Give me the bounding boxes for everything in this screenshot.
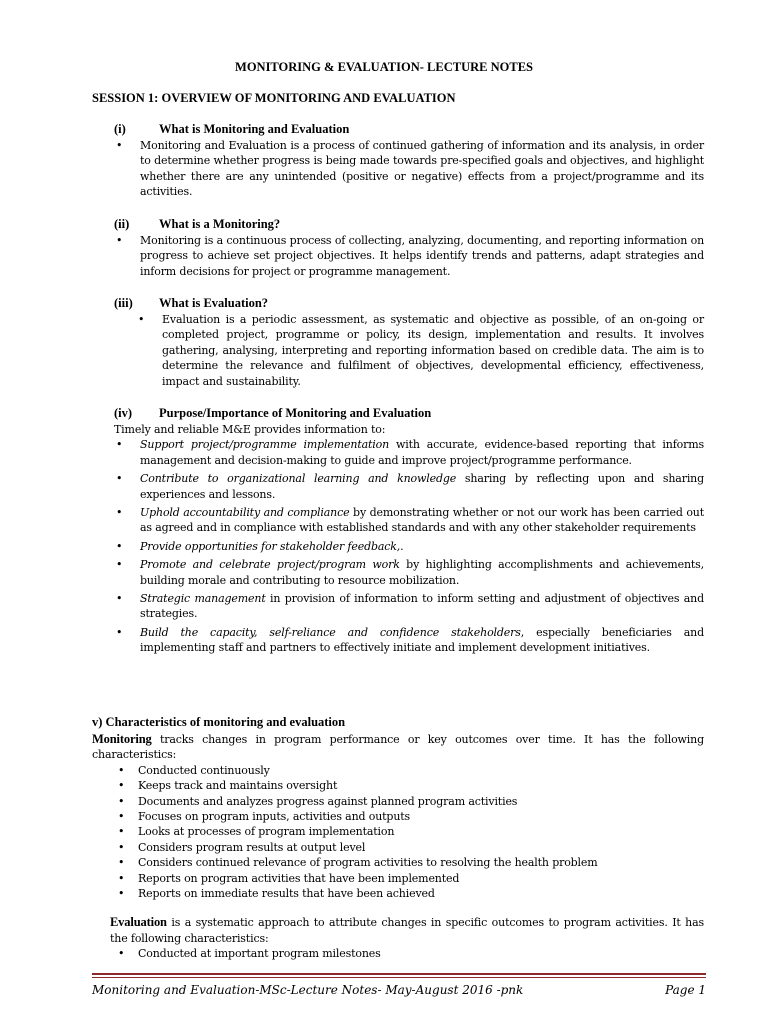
monitoring-term: Monitoring [92, 732, 152, 746]
list-item: • Looks at processes of program implementation [92, 824, 704, 839]
purpose-list [114, 437, 704, 655]
section-heading-text: What is Monitoring and Evaluation [159, 122, 350, 136]
list-item [114, 557, 704, 588]
section-what-is-me [114, 121, 704, 200]
monitoring-characteristics-list [92, 763, 704, 902]
section-number: (iii) [114, 296, 133, 310]
list-item-text: by highlighting accomplishments and achievements, building morale and contributing to resource mobilization. [140, 558, 704, 587]
evaluation-characteristics-list [92, 946, 704, 961]
list-item-emphasis: Promote and celebrate project/program work [140, 558, 400, 572]
list-item: • Evaluation is a periodic assessment, as systematic and objective as possible, of an on-going or completed project, programme or policy, its design, implementation and results. It involves gathering, analysing, interpreting and reporting information based on credible data. The aim is to determine the relevance and fulfilment of objectives, developmental efficiency, effectiveness, impact and sustainability. [136, 312, 704, 389]
list-item [114, 539, 704, 554]
list-item-emphasis: Provide opportunities for stakeholder feedback, [140, 539, 401, 553]
section-heading-text: What is a Monitoring? [159, 217, 281, 231]
list-item [114, 591, 704, 622]
evaluation-term: Evaluation [110, 915, 167, 930]
evaluation-intro [92, 915, 704, 946]
section-heading [114, 405, 704, 422]
list-item-emphasis: Uphold accountability and compliance [140, 506, 350, 520]
bullet-list [114, 138, 704, 200]
page-footer [92, 983, 706, 997]
list-item: • Considers program results at output level [92, 840, 704, 855]
list-item [114, 437, 704, 468]
list-item-emphasis: Contribute to organizational learning and knowledge [140, 472, 457, 486]
section-what-is-evaluation [114, 295, 704, 389]
list-item: • Reports on immediate results that have been achieved [92, 886, 704, 901]
list-item-text: . [400, 539, 404, 553]
list-item-text: by demonstrating whether or not our work has been carried out as agreed and in compliance with established standards and with any other stakeholder requirements [140, 506, 704, 535]
section-heading-text: v) Characteristics of monitoring and evaluation [92, 715, 346, 729]
list-item [114, 505, 704, 536]
monitoring-intro-text: tracks changes in program performance or key outcomes over time. It has the following characteristics: [92, 733, 704, 762]
list-item-text: in provision of information to inform setting and adjustment of objectives and strategies. [140, 592, 704, 621]
list-item-emphasis: Build the capacity, self-reliance and confidence stakeholders [140, 625, 521, 639]
bullet-list [136, 312, 704, 389]
list-item-text: sharing by reflecting upon and sharing experiences and lessons. [140, 472, 705, 501]
list-item: • Documents and analyzes progress against planned program activities [92, 794, 704, 809]
list-item [114, 625, 704, 656]
list-item: • Considers continued relevance of program activities to resolving the health problem [92, 855, 704, 870]
purpose-intro: Timely and reliable M&E provides information to: [114, 423, 386, 436]
evaluation-intro-text: is a systematic approach to attribute changes in specific outcomes to program activities. It has the following characteristics: [110, 916, 704, 945]
section-what-is-monitoring [114, 216, 704, 279]
list-item: • Conducted continuously [92, 763, 704, 778]
section-heading [114, 121, 704, 138]
section-characteristics [92, 715, 704, 962]
list-item: • Keeps track and maintains oversight [92, 778, 704, 793]
list-item: • Reports on program activities that have been implemented [92, 871, 704, 886]
footer-course-text: Monitoring and Evaluation-MSc-Lecture Notes- May-August 2016 -pnk [92, 983, 524, 997]
list-item: • Focuses on program inputs, activities and outputs [92, 809, 704, 824]
monitoring-intro [92, 732, 704, 763]
section-heading [114, 216, 704, 233]
section-number: (ii) [114, 217, 130, 231]
page-number: Page 1 [665, 983, 706, 997]
bullet-list [114, 233, 704, 279]
section-purpose [114, 405, 704, 659]
document-title: MONITORING & EVALUATION- LECTURE NOTES [235, 60, 533, 74]
section-number: (i) [114, 122, 126, 136]
footer-rule-thin [92, 977, 706, 978]
list-item: • Monitoring and Evaluation is a process of continued gathering of information and its analysis, in order to determine whether progress is being made towards pre-specified goals and objectives, and highlight whether there are any unintended (positive or negative) effects from a project/programme and its activities. [114, 138, 704, 200]
list-item-text: , especially beneficiaries and implementing staff and partners to effectively initiate and implement development initiatives. [140, 625, 704, 655]
list-item-emphasis: Strategic management [140, 592, 266, 606]
list-item-emphasis: Support project/programme implementation [140, 438, 390, 452]
list-item-text: with accurate, evidence-based reporting that informs management and decision-making to guide and improve project/programme performance. [140, 438, 704, 467]
footer-rule [92, 973, 706, 975]
list-item: • Monitoring is a continuous process of collecting, analyzing, documenting, and reporting information on progress to achieve set project objectives. It helps identify trends and patterns, adapt strategies and inform decisions for project or programme management. [114, 233, 704, 279]
section-heading-text: Purpose/Importance of Monitoring and Evaluation [159, 406, 432, 420]
session-title: SESSION 1: OVERVIEW OF MONITORING AND EVALUATION [92, 91, 456, 105]
list-item: • Conducted at important program milestones [92, 946, 704, 961]
section-heading [114, 295, 704, 312]
list-item [114, 471, 704, 502]
section-number: (iv) [114, 406, 133, 420]
section-heading-text: What is Evaluation? [159, 296, 269, 310]
